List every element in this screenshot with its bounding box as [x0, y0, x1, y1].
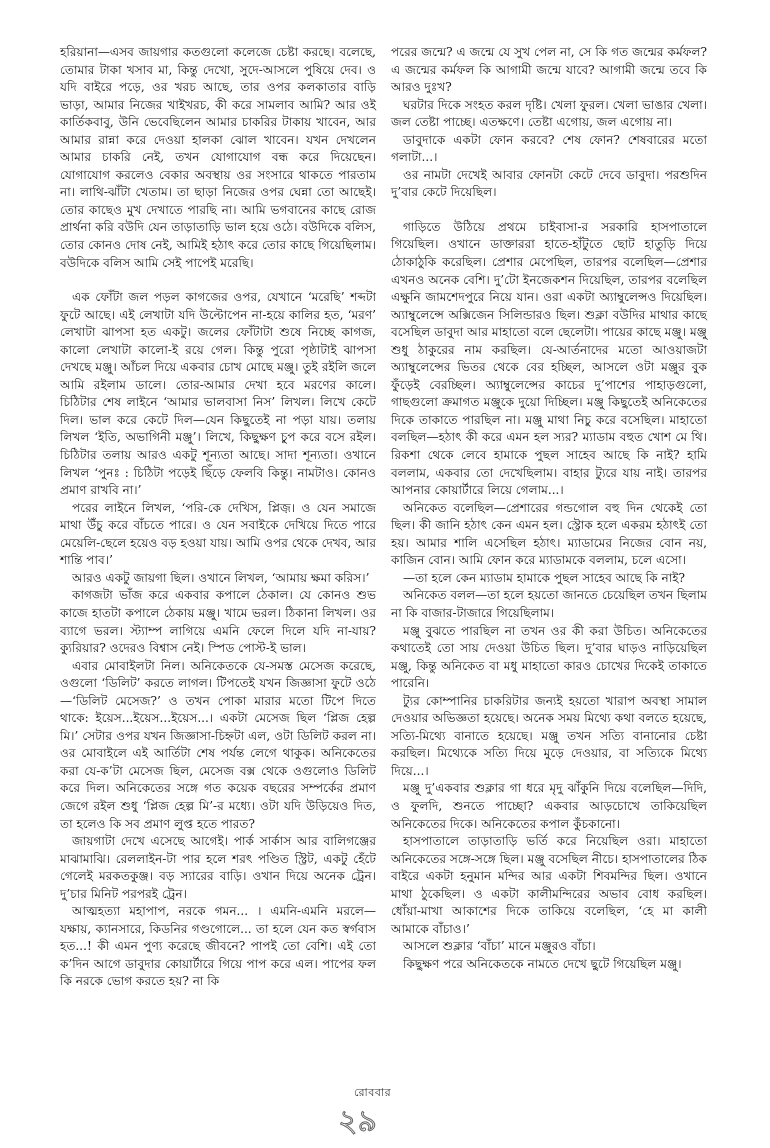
paragraph: অনিকেত বলল—তা হলে হয়তো জানতে চেয়েছিল তখন ছিলাম না কি বাজার-টাজারে গিয়েছিলাম। [391, 588, 707, 620]
paragraph: গাড়িতে উঠিয়ে প্রথমে চাইবাসা-র সরকারি হাসপাতালে গিয়েছিল। ওখানে ডাক্তাররা হাতে-হাঁটুতে ছোট হাতুড়ি দিয়ে ঠোকাঠুকি করেছিল। প্রেশার মেপেছিল, তারপর বলেছিল—প্রেশার এখনও অনেক বেশি। দু’টো ইনজেকশন দিয়েছিল, তারপর বলেছিল এক্ষুনি জামশেদপুরে নিয়ে যান। ওরা একটা অ্যাম্বুলেন্সও দিয়েছিল। অ্যাম্বুলেন্সে অক্সিজেন সিলিন্ডারও ছিল। শুক্লা বউদির মাথার কাছে বসেছিল ডাবুদা আর মাহাতো বলে ছেলেটা। পায়ের কাছে মঞ্জু। মঞ্জু শুধু ঠাকুরের নাম করছিল। যে-আর্তনাদের মতো আওয়াজটা অ্যাম্বুলেন্সের ভিতর থেকে বের হচ্ছিল, আসলে ওটা মঞ্জুর বুক ফুঁড়েই বেরচ্ছিল। অ্যাম্বুলেন্সের কাচের দু’পাশের পাহাড়গুলো, গাছগুলো ক্রমাগত মঞ্জুকে দুয়ো দিচ্ছিল। মঞ্জু কিছুতেই অনিকেতের দিকে তাকাতে পারছিল না। মঞ্জু মাথা নিচু করে বসেছিল। মাহাতো বলছিল—হঠাৎ কী করে এমন হল স্যর? ম্যাডাম বহুত খোশ মে থি। রিকশা থেকে লেবে হামাকে পুছল সাহেব আছে কি নাই? হামি বললাম, একবার তো দেখেছিলাম। বাহার ট্যুরে যায় নাই। তারপর আপনার কোয়ার্টারে লিয়ে গেলাম...। [391, 219, 707, 498]
paragraph: কিছুক্ষণ পরে অনিকেতকে নামতে দেখে ছুটে গিয়েছিল মঞ্জু। [403, 956, 682, 971]
paragraph: মঞ্জু বুঝতে পারছিল না তখন ওর কী করা উচিত। অনিকেতের কথাতেই তো সায় দেওয়া উচিত ছিল। দু’বার ঘাড়ও নাড়িয়েছিল মঞ্জু, কিন্তু অনিকেত বা মধু মাহাতো কারও চোখের দিকেই তাকাতে পারেনি। [391, 623, 707, 691]
paragraph: —তা হলে কেন ম্যাডাম হামাকে পুছল সাহেব আছে কি নাই? [403, 570, 686, 585]
paragraph: হাসপাতালে তাড়াতাড়ি ভর্তি করে নিয়েছিল ওরা। মাহাতো অনিকেতের সঙ্গে-সঙ্গে ছিল। মঞ্জু বসেছিল নীচে। হাসপাতালের ঠিক বাইরে একটা হনুমান মন্দির আর একটা শিবমন্দির ছিল। ওখানে মাথা ঠুকেছিল। ও একটা কালীমন্দিরের অভাব বোধ করছিল। ধোঁয়া-মাখা আকাশের দিকে তাকিয়ে বলেছিল, ‘হে মা কালী আমাকে বাঁচাও।’ [391, 834, 707, 936]
paragraph: আসলে শুক্লার ‘বাঁচা’ মানে মঞ্জুরও বাঁচা। [403, 939, 596, 954]
magazine-name: রোববার [354, 1086, 392, 1099]
paragraph: কাগজটা ভাঁজ করে একবার কপালে ঠেকাল। যে কোনও শুভ কাজে হাতটা কপালে ঠেকায় মঞ্জু। খামে ভরল। ঠিকানা লিখল। ওর ব্যাগে ভরল। স্ট্যাম্প লাগিয়ে এমনি ফেলে দিলে যদি না-যায়? ক্যুরিয়ার? ওদেরও বিশ্বাস নেই। স্পিড পোস্ট-ই ভাল। [60, 588, 376, 656]
paragraph: এক ফোঁটা জল পড়ল কাগজের ওপর, যেখানে ‘মরেছি’ শব্দটা ফুটে আছে। এই লেখাটা যদি উল্টোপেন না-হয়ে কালির হত, ‘মরণ’ লেখাটা ঝাপসা হত একটু। জলের ফোঁটাটা শুষে নিচ্ছে কাগজ, কালো লেখাটা কালো-ই রয়ে গেল। কিন্তু পুরো পৃষ্ঠাটাই ঝাপসা দেখছে মঞ্জু। আঁচল দিয়ে একবার চোখ মোছে মঞ্জু। তুই রইলি জলে আমি রইলাম ডালে। তোর-আমার দেখা হবে মরণের কালে। চিঠিটার শেষ লাইনে ‘আমার ভালবাসা নিস’ লিখল। লিখে কেটে দিল। ভাল করে কেটে দিল—যেন কিছুতেই না পড়া যায়। তলায় লিখল ‘ইতি, অভাগিনী মঞ্জু’। লিখে, কিছুক্ষণ চুপ করে বসে রইল। চিঠিটার তলায় আরও একটু শূন্যতা আছে। সাদা শূন্যতা। ওখানে লিখল ‘পুনঃ : চিঠিটা পড়েই ছিঁড়ে ফেলবি কিন্তু। নামটাও। কোনও প্রমাণ রাখবি না।’ [60, 290, 376, 498]
paragraph: ট্যুর কোম্পানির চাকরিটার জন্যই হয়তো খারাপ অবস্থা সামাল দেওয়ার অভিজ্ঞতা হয়েছে। অনেক সময় মিথ্যে কথা বলতে হয়েছে, সত্যি-মিথ্যে বানাতে হয়েছে। মঞ্জু তখন সত্যি বানানোর চেষ্টা করছিল। মিথ্যেকে সত্যি দিয়ে মুড়ে দেওয়ার, বা সত্যিকে মিথ্যে দিয়ে...। [391, 693, 707, 778]
paragraph: ওর নামটা দেখেই আবার ফোনটা কেটে দেবে ডাবুদা। পরশুদিন দু’বার কেটে দিয়েছিল। [391, 167, 707, 200]
right-column [391, 44, 707, 973]
paragraph: পরের জন্মে? এ জন্মে যে সুখ পেল না, সে কি গত জন্মের কর্মফল? এ জন্মের কর্মফল কি আগামী জন্মে যাবে? আগামী জন্মে তবে কি আরও দুঃখ? [391, 45, 707, 95]
section-break [60, 272, 376, 289]
paragraph: অনিকেত বলেছিল—প্রেশারের গন্ডগোল বহু দিন থেকেই তো ছিল। কী জানি হঠাৎ কেন এমন হল। স্ট্রোক হলে একরম হঠাৎই তো হয়। আমার শালি এসেছিল হঠাৎ। ম্যাডামের নিজের বোন নয়, কাজিন বোন। আমি ফোন করে ম্যাডামকে বললাম, চলে এসো। [391, 500, 707, 568]
left-column [60, 44, 376, 991]
paragraph: হরিয়ানা—এসব জায়গার কতগুলো কলেজে চেষ্টা করছে। বলেছে, তোমার টাকা খসাব মা, কিন্তু দেখো, সুদে-আসলে পুষিয়ে দেব। ও যদি বাইরে পড়ে, ওর খরচ আছে, তার ওপর কলকাতার বাড়ি ভাড়া, আমার নিজের খাইখরচ, কী করে সামলাব আমি? আর ওই কার্তিকবাবু, উনি ভেবেছিলেন আমার চাকরির টাকায় খাবেন, আর আমার রান্না করে দেওয়া হালকা ঝোল খাবেন। যখন দেখলেন আমার চাকরি নেই, তখন যোগাযোগ বন্ধ করে দিয়েছেন। যোগাযোগ করলেও বেকার অবস্থায় ওর সংসারে থাকতে পারতাম না। লাথি-ঝাঁটা খেতাম। তা ছাড়া নিজের ওপর ঘেন্না তো আছেই। তোর কাছেও মুখ দেখাতে পারছি না। আমি ভগবানের কাছে রোজ প্রার্থনা করি বউদি যেন তাড়াতাড়ি ভাল হয়ে ওঠে। বউদিকে বলিস, তোর কোনও দোষ নেই, আমিই হঠাৎ করে তোর কাছে গিয়েছিলাম। বউদিকে বলিস আমি সেই পাপেই মরেছি। [60, 45, 376, 270]
paragraph: ডাবুদাকে একটা ফোন করবে? শেষ ফোন? শেষবারের মতো গলাটা...। [391, 132, 707, 165]
paragraph: জায়গাটা দেখে এসেছে আগেই। পার্ক সার্কাস আর বালিগঞ্জের মাঝামাঝি। রেললাইন-টা পার হলে শরৎ পণ্ডিত স্ট্রিট, একটু হেঁটে গেলেই মরকতকুঞ্জ। বড় স্যারের বাড়ি। ওখান দিয়ে অনেক ট্রেন। দু’চার মিনিট পরপরই ট্রেন। [60, 834, 376, 901]
paragraph: মঞ্জু দু’একবার শুক্লার গা ধরে মৃদু ঝাঁকুনি দিয়ে বলেছিল—দিদি, ও ফুলদি, শুনতে পাচ্ছো? একবার আড়চোখে তাকিয়েছিল অনিকেতের দিকে। অনিকেতের কপাল কুঁচকানো। [391, 781, 707, 831]
paragraph: ঘরটার দিকে সংহত করল দৃষ্টি। খেলা ফুরল। খেলা ভাঙার খেলা। জল তেষ্টা পাচ্ছে। এতক্ষণে। তেষ্টা এগোয়, জল এগোয় না। [391, 97, 707, 130]
paragraph: এবার মোবাইলটা নিল। অনিকেতকে যে-সমস্ত মেসেজ করেছে, ওগুলো ‘ডিলিট’ করতে লাগল। টিপতেই যখন জিজ্ঞাসা ফুটে ওঠে—‘ডিলিট মেসেজ?’ ও তখন পোকা মারার মতো টিপে দিতে থাকে: ইয়েস...ইয়েস...ইয়েস...। একটা মেসেজ ছিল ‘প্লিজ হেল্প মি।’ সেটার ওপর যখন জিজ্ঞাসা-চিহ্নটা এল, ওটা ডিলিট করল না। ওর মোবাইলে এই আর্তিটা শেষ পর্যন্ত লেগে থাকুক। অনিকেতের করা যে-ক’টা মেসেজ ছিল, মেসেজ বক্স থেকে ওগুলোও ডিলিট করে দিল। অনিকেতের সঙ্গে গত কয়েক বছরের সম্পর্কের প্রমাণ জেগে রইল শুধু ‘প্লিজ হেল্প মি’-র মধ্যে। ওটা যদি উড়িয়েও দিত, তা হলেও কি সব প্রমাণ লুপ্ত হতে পারত? [60, 658, 376, 831]
section-break [391, 202, 707, 219]
paragraph: আত্মহত্যা মহাপাপ, নরকে গমন... । এমনি-এমনি মরলে—যক্ষায়, ক্যানসারে, কিডনির গণ্ডগোলে... তা হলে যেন কত স্বর্গবাস হত...! কী এমন পুণ্য করেছে জীবনে? পাপই তো বেশি। এই তো ক’দিন আগে ডাবুদার কোয়ার্টারে গিয়ে পাপ করে এল। পাপের ফল কি নরকে ভোগ করতে হয়? না কি [60, 904, 376, 989]
paragraph: পরের লাইনে লিখল, ‘পরি-কে দেখিস, প্লিজ়। ও যেন সমাজে মাথা উঁচু করে বাঁচতে পারে। ও যেন সবাইকে দেখিয়ে দিতে পারে মেয়েলি-ছেলে হয়েও বড় হওয়া যায়। আমি ওপর থেকে দেখব, আর শান্তি পাব।’ [60, 500, 376, 568]
paragraph: আরও একটু জায়গা ছিল। ওখানে লিখল, ‘আমায় ক্ষমা করিস।’ [72, 570, 370, 585]
page-number: ২৯ [338, 1104, 377, 1139]
